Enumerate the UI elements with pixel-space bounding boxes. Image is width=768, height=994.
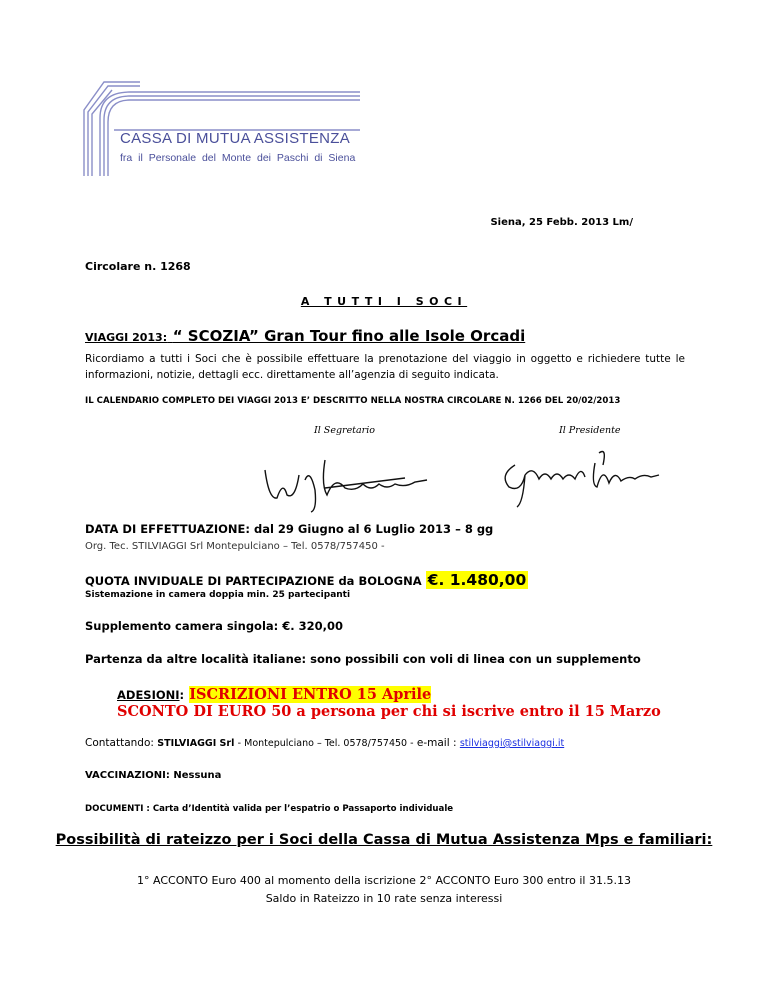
president-signature — [495, 435, 665, 510]
documents: DOCUMENTI : Carta d’Identità valida per l’espatrio o Passaporto individuale — [85, 804, 454, 814]
other-departures: Partenza da altre località italiane: sono possibili con voli di linea con un supplemento — [85, 652, 641, 666]
quota-line — [85, 571, 528, 589]
logo-name: CASSA DI MUTUA ASSISTENZA — [120, 130, 351, 147]
calendar-note: IL CALENDARIO COMPLETO DEI VIAGGI 2013 E’ DESCRITTO NELLA NOSTRA CIRCOLARE N. 1266 DEL 20/02/2013 — [85, 396, 621, 406]
circolare-number: Circolare n. 1268 — [85, 260, 191, 273]
date-line: Siena, 25 Febb. 2013 Lm/ — [490, 217, 633, 228]
email-label: e-mail : — [416, 737, 457, 749]
secretary-signature — [255, 440, 435, 515]
installments-line2: Saldo in Rateizzo in 10 rate senza interessi — [265, 892, 503, 905]
trip-title-text: “ SCOZIA” Gran Tour fino alle Isole Orcadi — [172, 327, 526, 345]
contact-line — [85, 737, 564, 749]
contact-company: STILVIAGGI Srl — [157, 738, 235, 749]
accommodation-note: Sistemazione in camera doppia min. 25 partecipanti — [85, 590, 351, 600]
single-supplement: Supplemento camera singola: €. 320,00 — [85, 619, 344, 633]
quota-price: €. 1.480,00 — [427, 571, 527, 589]
quota-label: QUOTA INVIDUALE DI PARTECIPAZIONE da BOLOGNA — [85, 574, 422, 588]
registration-deadline: ISCRIZIONI ENTRO 15 Aprile — [189, 686, 432, 703]
contact-prefix: Contattando: — [85, 737, 154, 749]
intro-paragraph: Ricordiamo a tutti i Soci che è possibile effettuare la prenotazione del viaggio in oggetto e richiedere tutte le informazioni, notizie, dettagli ecc. direttamente all’agenzia di seguito indicata. — [85, 353, 685, 381]
secretary-label: Il Segretario — [314, 425, 375, 436]
contact-details: - Montepulciano – Tel. 0578/757450 - — [237, 738, 414, 749]
vaccinations: VACCINAZIONI: Nessuna — [85, 770, 222, 781]
email-link[interactable]: stilviaggi@stilviaggi.it — [459, 738, 565, 749]
trip-dates: DATA DI EFFETTUAZIONE: dal 29 Giugno al 6 Luglio 2013 – 8 gg — [85, 522, 494, 536]
installments-line1: 1° ACCONTO Euro 400 al momento della iscrizione 2° ACCONTO Euro 300 entro il 31.5.13 — [137, 874, 631, 887]
adesioni-label: ADESIONI — [117, 688, 180, 702]
recipients-heading: A TUTTI I SOCI — [300, 295, 468, 308]
president-label: Il Presidente — [559, 425, 621, 436]
logo-subtitle: fra il Personale del Monte dei Paschi di Siena — [120, 152, 356, 164]
trip-organizer: Org. Tec. STILVIAGGI Srl Montepulciano – Tel. 0578/757450 - — [85, 541, 385, 552]
discount-note: SCONTO DI EURO 50 a persona per chi si iscrive entro il 15 Marzo — [117, 703, 661, 720]
adesioni-line: ADESIONI: ISCRIZIONI ENTRO 15 Aprile — [117, 686, 432, 703]
installments-title: Possibilità di rateizzo per i Soci della Cassa di Mutua Assistenza Mps e familiari: — [55, 832, 713, 848]
trip-title-label: VIAGGI 2013: — [85, 331, 168, 344]
trip-title — [85, 326, 525, 345]
